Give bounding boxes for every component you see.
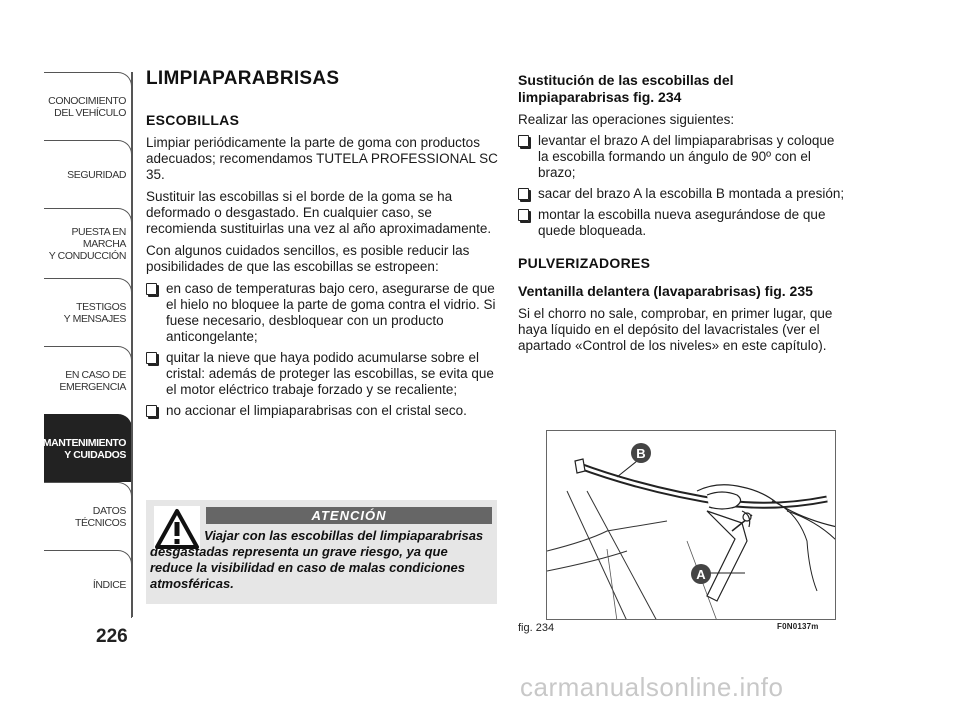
tab-mantenimiento-y-cuidados[interactable]: MANTENIMIENTO Y CUIDADOS [44,414,132,482]
figure-code: F0N0137m [777,622,819,631]
paragraph: Si el chorro no sale, comprobar, en primer lugar, que haya líquido en el depósito del lavacristales (ver el apartado «Control de los niveles» en este capítulo). [518,306,833,353]
callout-a: A [696,567,706,582]
right-column [518,72,848,354]
tab-conocimiento-del-vehiculo[interactable]: CONOCIMIENTO DEL VEHÍCULO [44,72,132,140]
list-item: montar la escobilla nueva asegurándose de que quede bloqueada. [518,207,848,239]
subsection-title: ESCOBILLAS [146,112,240,128]
list-item: no accionar el limpiaparabrisas con el cristal seco. [146,403,498,419]
watermark: carmanualsonline.info [520,672,784,702]
warning-text: Viajar con las escobillas del limpiaparabrisas desgastadas representa un grave riesgo, ya que reduce la visibilidad en caso de malas condiciones atmosféricas. [150,528,484,591]
tab-datos-tecnicos[interactable]: DATOS TÉCNICOS [44,482,132,550]
warning-header: ATENCIÓN [206,507,492,524]
warning-box [146,500,497,604]
left-column [146,68,498,424]
checkbox-bullet-icon [146,283,157,295]
page-number: 226 [96,626,128,647]
subsection-title: PULVERIZADORES [518,255,651,271]
figure-caption: fig. 234 [518,622,555,634]
wiper-blade-illustration [547,431,836,620]
list-item: levantar el brazo A del limpiaparabrisas y coloque la escobilla formando un ángulo de 90º con el brazo; [518,133,848,181]
checkbox-bullet-icon [518,135,529,147]
tab-testigos-y-mensajes[interactable]: TESTIGOS Y MENSAJES [44,278,132,346]
tab-indice[interactable]: ÍNDICE [44,550,132,618]
checkbox-bullet-icon [146,405,157,417]
checkbox-bullet-icon [518,209,529,221]
checkbox-bullet-icon [518,188,529,200]
tab-puesta-en-marcha[interactable]: PUESTA EN MARCHA Y CONDUCCIÓN [44,208,132,278]
paragraph: Con algunos cuidados sencillos, es posible reducir las posibilidades de que las escobillas se estropeen: [146,243,470,274]
list-item: quitar la nieve que haya podido acumularse sobre el cristal: además de proteger las escobillas, se evita que el motor eléctrico trabaje forzado y se recaliente; [146,350,498,398]
callout-b: B [636,446,646,461]
section-title: LIMPIAPARABRISAS [146,68,340,89]
list-item: sacar del brazo A la escobilla B montada a presión; [518,186,848,202]
checkbox-bullet-icon [146,352,157,364]
sidebar-spine [131,72,133,617]
tab-seguridad[interactable]: SEGURIDAD [44,140,132,208]
tab-en-caso-de-emergencia[interactable]: EN CASO DE EMERGENCIA [44,346,132,414]
paragraph: Realizar las operaciones siguientes: [518,112,735,127]
figure-234 [546,430,836,620]
procedure-heading: Sustitución de las escobillas del limpiaparabrisas fig. 234 [518,72,734,105]
list-item: en caso de temperaturas bajo cero, asegurarse de que el hielo no bloquee la parte de goma contra el vidrio. Si fuese necesario, desbloquear con un producto anticongelante; [146,281,498,345]
procedure-steps-list [518,133,848,239]
procedure-heading: Ventanilla delantera (lavaparabrisas) fig. 235 [518,283,813,299]
paragraph: Limpiar periódicamente la parte de goma con productos adecuados; recomendamos TUTELA PROFESSIONAL SC 35. [146,135,498,182]
care-tips-list [146,281,498,419]
paragraph: Sustituir las escobillas si el borde de la goma se ha deformado o desgastado. En cualquier caso, se recomienda sustituirlas una vez al año aproximadamente. [146,189,492,236]
